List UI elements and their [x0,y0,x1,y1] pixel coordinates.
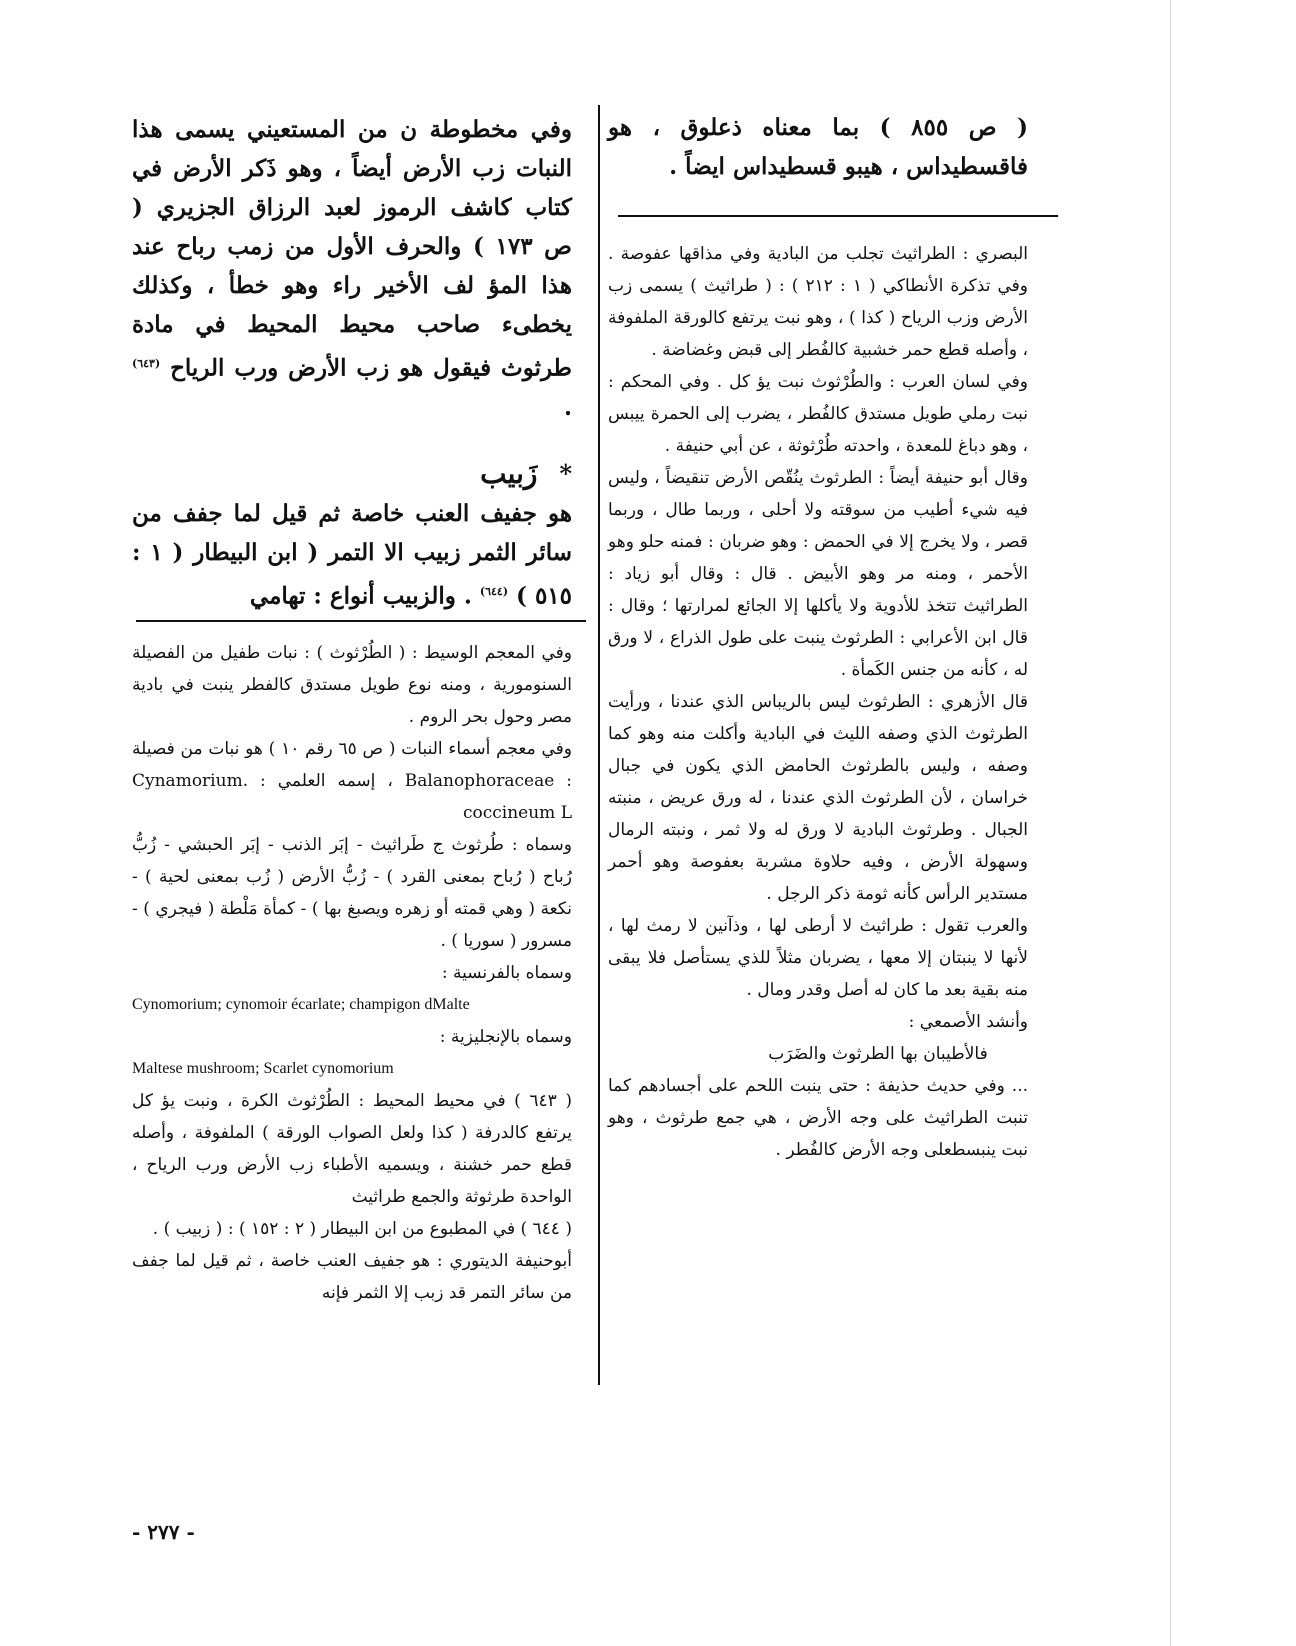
entry-heading [132,457,572,490]
note-paragraph: وفي معجم أسماء النبات ( ص ٦٥ رقم ١٠ ) هو نبات من فصيلة : Balanophoraceae ، إسمه العلمي : .Cynamorium coccineum L [132,739,572,824]
footnote-rule-right [618,215,1058,217]
headword: زَبيب [480,456,538,490]
note-paragraph: وأنشد الأصمعي : [908,1012,1028,1032]
page-number: - ٢٧٧ - [132,1520,195,1544]
note-paragraph: وسماه بالإنجليزية : [439,1027,572,1048]
poem-verse: فالأطيبان بها الطرثوث والضَرَب [768,1044,988,1064]
entry-text: هو جفيف العنب خاصة ثم قيل لما جفف من سائر الثمر زبيب الا التمر ( ابن البيطار ( ١ : ٥١٥ ) $^{(٦٤٤)}$ . والزبيب أنواع : تهامي [132,499,572,610]
note-paragraph: ... وفي حديث حذيفة : حتى ينبت اللحم على أجسادهم كما تنبت الطراثيث على وجه الأرض ، هي جمع طرثوث ، وهو نبت ينبسطعلى وجه الأرض كالفُطر . [608,1076,1028,1160]
column-divider [598,105,600,1385]
note-paragraph: وقال أبو حنيفة أيضاً : الطرثوث ينُقّص الأرض تنقيضاً ، وليس فيه شيء أطيب من سوقته ولا أحلى ، وربما طال ، وربما قصر ، ولا يخرج إلا في الحمض : وهو ضربان : فمنه حلو وهو الأحمر ، ومنه مر وهو الأبيض . قال : وقال أبو زياد : الطراثيث تتخذ للأدوية ولا يأكلها إلا الجائع لمرارتها ؛ وقال : قال ابن الأعرابي : الطرثوث ينبت على طول الذراع ، لا ورق له ، كأنه من جنس الكَمأة . [608,468,1028,680]
note-paragraph: قال الأزهري : الطرثوث ليس بالريباس الذي عندنا ، ورأيت الطرثوث الذي وصفه الليث في البادية وأكلت منه وهو كما وصفه ، وليس بالطرثوث الحامض الذي يكون في جبال خراسان ، لأن الطرثوث الذي عندنا ، له ورق عريض ، منبته الجبال . وطرثوث البادية لا ورق له ولا ثمر ، ونبته الرمال وسهولة الأرض ، وفيه حلاوة مشربة بعفوصة وهو أحمر مستدير الرأس كأنه ثومة ذكر الرجل . [608,692,1028,904]
left-column [132,110,572,1309]
left-footnotes [132,637,572,1309]
note-paragraph: البصري : الطراثيث تجلب من البادية وفي مذاقها عفوصة . وفي تذكرة الأنطاكي ( ١ : ٢١٢ ) : ( طراثيث ) يسمى زب الأرض وزب الرياح ( كذا ) ، وهو نبت يرتفع كالورقة الملفوفة ، وأصله قطع حمر خشبية كالفُطر إلى قبض وغضاضة . [608,244,1029,360]
footnote-ref: (٦٤٤) [479,584,509,598]
note-paragraph: وفي لسان العرب : والطُرْثوث نبت يؤ كل . وفي المحكم : نبت رملي طويل مستدق كالفُطر ، يضرب إلى الحمرة ييبس ، وهو دباغ للمعدة ، واحدته طُرْثوثة ، عن أبي حنيفة . [608,372,1028,456]
english-name: Maltese mushroom; Scarlet cynomorium [132,1060,394,1078]
note-paragraph: وسماه بالفرنسية : [441,963,572,984]
note-paragraph: والعرب تقول : طراثيث لا أرطى لها ، وذآنين لا رمث لها ، لأنها لا ينبتان إلا معها ، يضربان مثلاً للذي يستأصل فلا يبقى منه بقية بعد ما كان له أصل وقدر ومال . [608,916,1028,1000]
asterisk-icon: * [559,458,572,488]
footnote-644: ( ٦٤٤ ) في المطبوع من ابن البيطار ( ٢ : ١٥٢ ) : ( زبيب ) . [152,1219,572,1240]
note-paragraph: أبوحنيفة الديتوري : هو جفيف العنب خاصة ، ثم قيل لما جفف من سائر التمر قد زبب إلا الثمر فإنه [132,1251,572,1304]
footnote-rule-left [136,620,586,622]
footnote-ref: (٦٤٣) [132,357,161,370]
note-paragraph: وسماه : طُرثوث ج طَراثيث - إبَر الذنب - إبَر الحبشي - زُبُّ رُباح ( رُباح بمعنى القرد ) - زُبُّ الأرض ( زُب بمعنى لحية ) - نكعة ( وهي قمته أو زهره ويصبغ بها ) - كمأة مَلْطة ( فيجري ) - مسرور ( سوريا ) . [132,835,572,952]
right-main-text: ( ص ٨٥٥ ) بما معناه ذعلوق ، هو فاقسطيداس ، هيبو قسطيداس ايضاً . [608,114,1028,180]
left-main-text: وفي مخطوطة ن من المستعيني يسمى هذا النبات زب الأرض أيضاً ، وهو ذَكر الأرض في كتاب كاشف الرموز لعبد الرزاق الجزيري ( ص ١٧٣ ) والحرف الأول من زمب رباح عند هذا المؤ لف الأخير راء وهو خطأ ، وكذلك يخطىء صاحب محيط المحيط في مادة طرثوث فيقول هو زب الأرض ورب الرياح $^{(٦٤٣)}$ . [132,116,572,421]
right-footnotes [608,238,1028,1166]
right-column [608,108,1028,1166]
note-paragraph: وفي المعجم الوسيط : ( الطُرْثوث ) : نبات طفيل من الفصيلة السنومورية ، ومنه نوع طويل مستدق كالفطر ينبت في بادية مصر وحول بحر الروم . [132,643,572,728]
footnote-643: ( ٦٤٣ ) في محيط المحيط : الطُرْثوث الكرة ، ونبت يؤ كل يرتفع كالدرفة ( كذا ولعل الصواب الورقة ) الملفوفة ، وأصله قطع حمر خشنة ، ويسميه الأطباء زب الأرض ورب الرياح ، الواحدة طرثوثة والجمع طراثيث [132,1091,572,1208]
french-name: Cynomorium; cynomoir écarlate; champigon dMalte [132,996,470,1014]
scan-margin-line [1170,0,1171,1646]
